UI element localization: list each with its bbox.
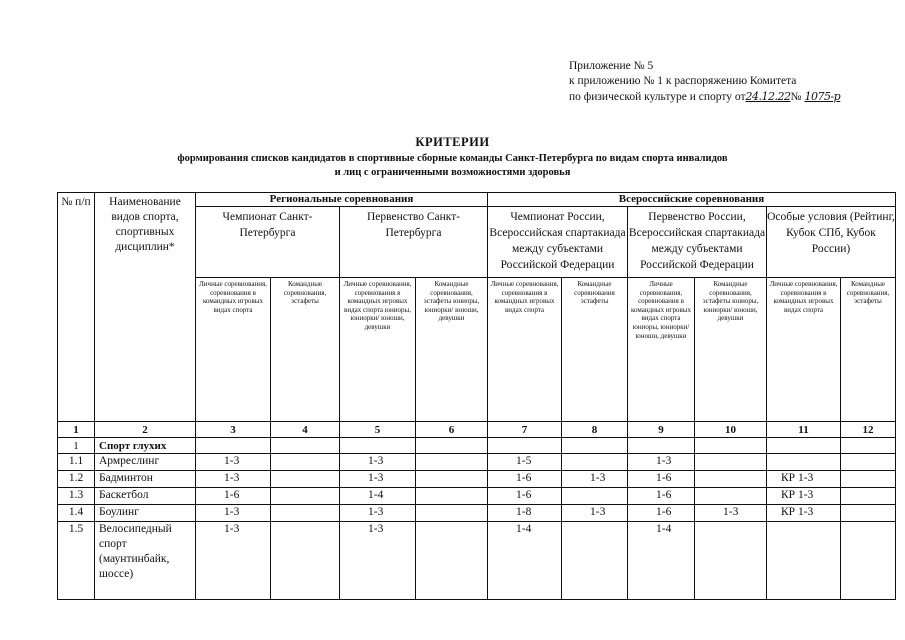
cell-value: КР 1-3 (767, 488, 841, 505)
cell-value: 1-4 (488, 522, 562, 600)
cell-value: 1-3 (562, 471, 628, 488)
cell-value: 1-6 (628, 488, 695, 505)
cell-value (767, 454, 841, 471)
header-sub-7: Личные соревнования, соревнования в командных игровых видах спорта (488, 278, 562, 422)
row-number: 1.3 (58, 488, 95, 505)
cell-value (841, 505, 896, 522)
header-group-national: Всероссийские соревнования (488, 193, 896, 207)
header-comp-first-russia: Первенство России, Всероссийская спартакиада между субъектами Российской Федерации (628, 207, 767, 278)
cell-value (562, 454, 628, 471)
col-number: 7 (488, 422, 562, 438)
appendix-line-3-prefix: по физической культуре и спорту от (569, 91, 746, 103)
cell-value: 1-3 (196, 505, 271, 522)
column-number-row (58, 422, 896, 438)
cell-value (562, 488, 628, 505)
section-name: Спорт глухих (95, 438, 196, 454)
col-number: 10 (695, 422, 767, 438)
col-number: 11 (767, 422, 841, 438)
sport-name: Баскетбол (95, 488, 196, 505)
sport-name: Армреслинг (95, 454, 196, 471)
col-number: 4 (271, 422, 340, 438)
col-number: 8 (562, 422, 628, 438)
section-row (58, 438, 896, 454)
row-number: 1.5 (58, 522, 95, 600)
cell-value: 1-6 (196, 488, 271, 505)
cell-value (695, 522, 767, 600)
table-row (58, 471, 896, 488)
section-number: 1 (58, 438, 95, 454)
cell-value: 1-3 (695, 505, 767, 522)
row-number: 1.4 (58, 505, 95, 522)
cell-value: 1-3 (340, 505, 416, 522)
col-number: 9 (628, 422, 695, 438)
cell-value: 1-3 (562, 505, 628, 522)
header-row-groups (58, 193, 896, 207)
sport-name: Боулинг (95, 505, 196, 522)
cell-value (695, 471, 767, 488)
header-sub-11: Личные соревнования, соревнования в командных игровых видах спорта (767, 278, 841, 422)
cell-value: 1-3 (628, 454, 695, 471)
number-sign: № (790, 91, 802, 103)
cell-value: 1-6 (628, 471, 695, 488)
col-number: 5 (340, 422, 416, 438)
table-row (58, 522, 896, 600)
col-number: 3 (196, 422, 271, 438)
criteria-table (57, 192, 896, 600)
handwritten-date: 24.12.22 (745, 90, 791, 103)
cell-value: 1-3 (340, 522, 416, 600)
cell-value: КР 1-3 (767, 505, 841, 522)
cell-value: 1-3 (340, 454, 416, 471)
header-group-regional: Региональные соревнования (196, 193, 488, 207)
table-row (58, 454, 896, 471)
header-comp-championship-russia: Чемпионат России, Всероссийская спартакиада между субъектами Российской Федерации (488, 207, 628, 278)
cell-value: 1-3 (196, 471, 271, 488)
cell-value (841, 522, 896, 600)
cell-value: 1-6 (488, 471, 562, 488)
header-comp-championship-spb: Чемпионат Санкт-Петербурга (196, 207, 340, 278)
header-col-no: № п/п (58, 193, 95, 422)
cell-value (271, 505, 340, 522)
cell-value: 1-3 (196, 454, 271, 471)
appendix-line-3 (569, 89, 840, 105)
cell-value (416, 454, 488, 471)
appendix-line-1: Приложение № 5 (569, 60, 654, 72)
document-subtitle-line-2: и лиц с ограниченными возможностями здоровья (334, 167, 571, 178)
cell-value: 1-4 (628, 522, 695, 600)
cell-value (695, 488, 767, 505)
header-sub-4: Командные соревнования, эстафеты (271, 278, 340, 422)
appendix-line-2: к приложению № 1 к распоряжению Комитета (569, 75, 797, 87)
cell-value (271, 454, 340, 471)
cell-value (416, 488, 488, 505)
col-number: 2 (95, 422, 196, 438)
cell-value: 1-6 (628, 505, 695, 522)
table-row (58, 488, 896, 505)
header-sub-6: Командные соревнования, эстафеты юниоры, юниорки/ юноши, девушки (416, 278, 488, 422)
cell-value (416, 522, 488, 600)
row-number: 1.2 (58, 471, 95, 488)
cell-value (841, 454, 896, 471)
cell-value (562, 522, 628, 600)
header-sub-3: Личные соревнования, соревнования в командных игровых видах спорта (196, 278, 271, 422)
cell-value (271, 488, 340, 505)
sport-name: Бадминтон (95, 471, 196, 488)
header-comp-first-spb: Первенство Санкт-Петербурга (340, 207, 488, 278)
cell-value: 1-5 (488, 454, 562, 471)
cell-value (695, 454, 767, 471)
header-sub-9: Личные соревнования, соревнования в командных игровых видах спорта юниоры, юниорки/ юноши, девушки (628, 278, 695, 422)
header-sub-8: Командные соревнования эстафеты (562, 278, 628, 422)
appendix-header (569, 59, 840, 105)
document-title: КРИТЕРИИ (415, 135, 490, 149)
cell-value (416, 471, 488, 488)
table-row (58, 505, 896, 522)
cell-value (841, 471, 896, 488)
header-sub-12: Командные соревнования, эстафеты (841, 278, 896, 422)
header-sub-10: Командные соревнования, эстафеты юниоры, юниорки/ юноши, девушки (695, 278, 767, 422)
col-number: 12 (841, 422, 896, 438)
col-number: 1 (58, 422, 95, 438)
cell-value (841, 488, 896, 505)
cell-value: 1-4 (340, 488, 416, 505)
sport-name: Велосипедный спорт (маунтинбайк, шоссе) (95, 522, 196, 600)
cell-value: 1-3 (340, 471, 416, 488)
col-number: 6 (416, 422, 488, 438)
row-number: 1.1 (58, 454, 95, 471)
handwritten-number: 1075-р (804, 90, 841, 103)
cell-value (271, 522, 340, 600)
cell-value (271, 471, 340, 488)
document-subtitle-line-1: формирования списков кандидатов в спортивные сборные команды Санкт-Петербурга по видам спорта инвалидов (177, 153, 728, 164)
cell-value: 1-8 (488, 505, 562, 522)
header-sub-5: Личные соревнования, соревнования в командных игровых видах спорта юниоры, юниорки/ юноши, девушки (340, 278, 416, 422)
cell-value (767, 522, 841, 600)
cell-value: 1-6 (488, 488, 562, 505)
header-comp-special: Особые условия (Рейтинг, Кубок СПб, Кубок России) (767, 207, 896, 278)
cell-value: КР 1-3 (767, 471, 841, 488)
cell-value (416, 505, 488, 522)
cell-value: 1-3 (196, 522, 271, 600)
header-col-name: Наименование видов спорта, спортивных дисциплин* (95, 193, 196, 422)
